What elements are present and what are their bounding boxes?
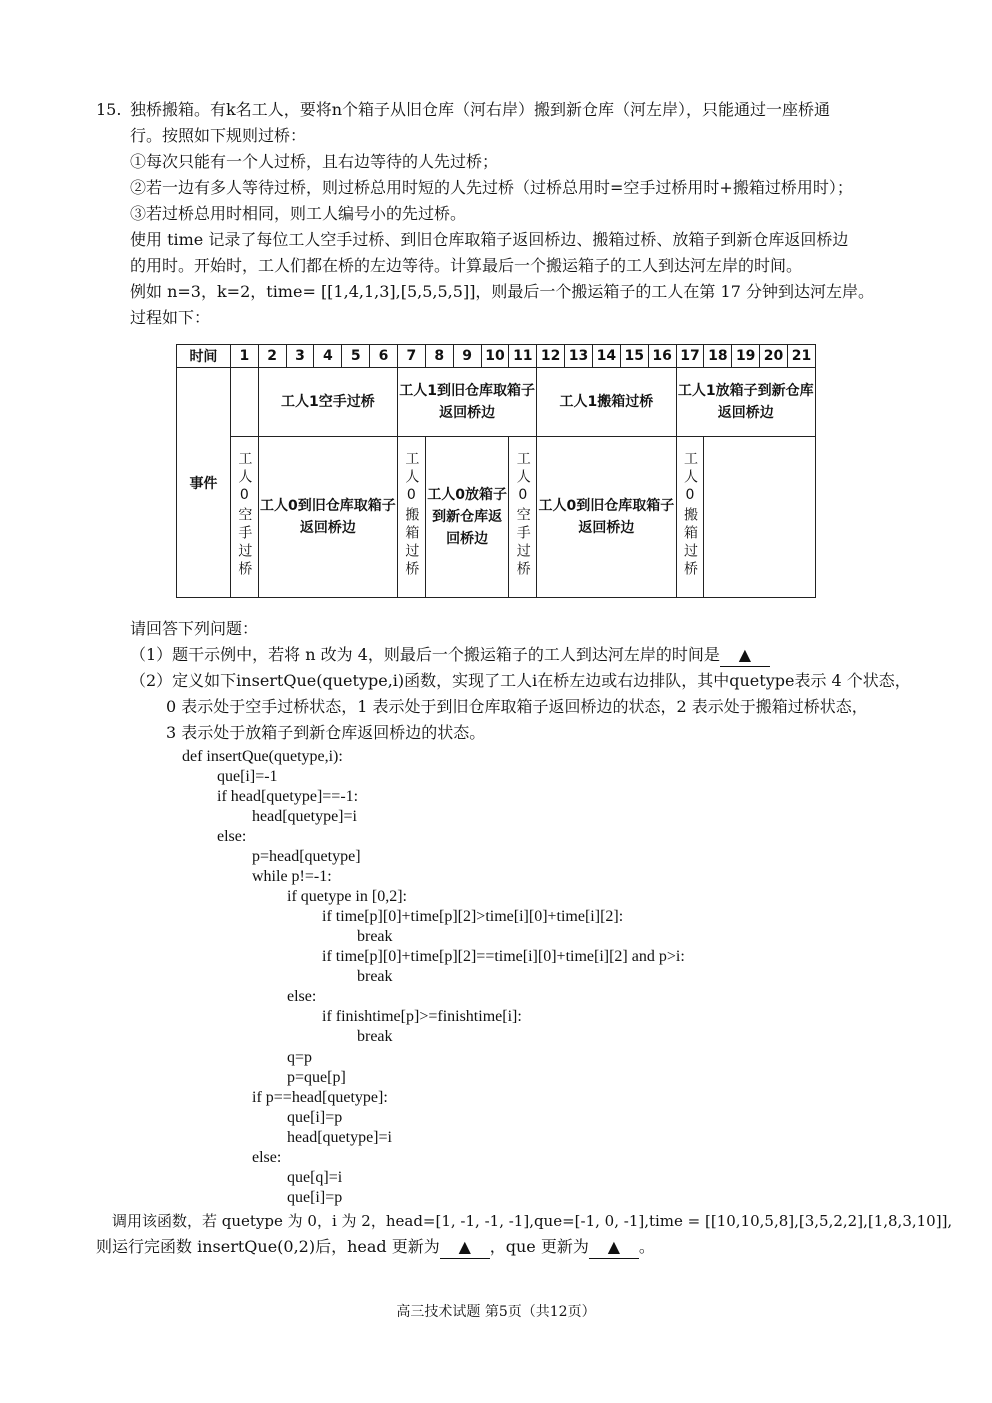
- w0-fetch-box-1: 工人0到旧仓库取箱子返回桥边: [258, 437, 397, 598]
- time-cell: 3: [286, 345, 314, 368]
- sub-question-2-line-3: 3 表示处于放箱子到新仓库返回桥边的状态。: [166, 723, 486, 742]
- empty-cell: [230, 368, 258, 437]
- event-label: 事件: [177, 368, 231, 598]
- code-line: while p!=-1:: [252, 868, 332, 885]
- question-line-2: 行。按照如下规则过桥：: [130, 126, 307, 145]
- time-cell: 2: [258, 345, 286, 368]
- tail-line-1: 调用该函数，若 quetype 为 0，i 为 2，head=[1, -1, -1, -1],que=[-1, 0, -1],time = [[10,10,5,8],[3,5,2,2],[1,8,3,10]],: [112, 1212, 953, 1230]
- table-header-row: [177, 345, 816, 368]
- tail-line-2-a: 则运行完函数 insertQue(0,2)后，head 更新为: [96, 1237, 440, 1256]
- time-cell: 16: [648, 345, 676, 368]
- rule-2: ②若一边有多人等待过桥，则过桥总用时短的人先过桥（过桥总用时=空手过桥用时+搬箱过桥用时）；: [130, 178, 853, 197]
- code-line: head[quetype]=i: [252, 808, 357, 825]
- code-line: que[i]=p: [287, 1189, 343, 1206]
- time-cell: 4: [314, 345, 342, 368]
- w1-carry-cross: 工人1搬箱过桥: [537, 368, 676, 437]
- code-line: que[q]=i: [287, 1169, 343, 1186]
- example-line: 例如 n=3，k=2，time= [[1,4,1,3],[5,5,5,5]]，则最后一个搬运箱子的工人在第 17 分钟到达河左岸。: [130, 282, 874, 301]
- time-cell: 21: [787, 345, 815, 368]
- w0-empty-cross-1: 工人0空手过桥: [230, 437, 258, 598]
- question-number: 15.: [96, 100, 122, 119]
- code-line: head[quetype]=i: [287, 1129, 392, 1146]
- answer-blank-que[interactable]: ▲: [589, 1236, 639, 1259]
- code-line: if finishtime[p]>=finishtime[i]:: [322, 1008, 522, 1025]
- code-line: if time[p][0]+time[p][2]==time[i][0]+time[i][2] and p>i:: [322, 948, 685, 965]
- code-line: que[i]=-1: [217, 768, 278, 785]
- empty-cell: [704, 437, 816, 598]
- time-cell: 1: [230, 345, 258, 368]
- w0-fetch-box-2: 工人0到旧仓库取箱子返回桥边: [537, 437, 676, 598]
- time-cell: 13: [565, 345, 593, 368]
- time-cell: 15: [620, 345, 648, 368]
- time-cell: 20: [760, 345, 788, 368]
- worker1-row: [177, 368, 816, 437]
- code-line: que[i]=p: [287, 1109, 343, 1126]
- question-line-1: 独桥搬箱。有k名工人，要将n个箱子从旧仓库（河右岸）搬到新仓库（河左岸），只能通过一座桥通: [130, 100, 831, 119]
- process-label: 过程如下：: [130, 308, 211, 327]
- w0-empty-cross-2: 工人0空手过桥: [509, 437, 537, 598]
- w0-drop-box: 工人0放箱子到新仓库返回桥边: [425, 437, 509, 598]
- tail-line-2-c: 。: [638, 1237, 655, 1256]
- time-cell: 18: [704, 345, 732, 368]
- rule-1: ①每次只能有一个人过桥，且右边等待的人先过桥；: [130, 152, 499, 171]
- code-line: if p==head[quetype]:: [252, 1089, 388, 1106]
- code-line: break: [357, 1028, 393, 1045]
- code-line: else:: [217, 828, 247, 845]
- code-line: break: [357, 928, 393, 945]
- code-line: else:: [252, 1149, 282, 1166]
- rule-3: ③若过桥总用时相同，则工人编号小的先过桥。: [130, 204, 467, 223]
- time-cell: 12: [537, 345, 565, 368]
- question-line-7: 的用时。开始时，工人们都在桥的左边等待。计算最后一个搬运箱子的工人到达河左岸的时间。: [130, 256, 803, 275]
- w1-empty-cross: 工人1空手过桥: [258, 368, 397, 437]
- time-cell: 7: [397, 345, 425, 368]
- code-line: else:: [287, 988, 317, 1005]
- code-line: def insertQue(quetype,i):: [182, 748, 343, 765]
- time-cell: 19: [732, 345, 760, 368]
- code-line: p=que[p]: [287, 1069, 346, 1086]
- time-cell: 10: [481, 345, 509, 368]
- time-cell: 14: [592, 345, 620, 368]
- sub-question-1-text: （1）题干示例中，若将 n 改为 4，则最后一个搬运箱子的工人到达河左岸的时间是: [130, 645, 720, 664]
- tail-line-2-b: ，que 更新为: [489, 1237, 589, 1256]
- time-cell: 11: [509, 345, 537, 368]
- w0-carry-cross-1: 工人0搬箱过桥: [397, 437, 425, 598]
- code-line: q=p: [287, 1049, 313, 1066]
- question-line-6: 使用 time 记录了每位工人空手过桥、到旧仓库取箱子返回桥边、搬箱过桥、放箱子到新仓库返回桥边: [130, 230, 849, 249]
- w1-fetch-box: 工人1到旧仓库取箱子返回桥边: [397, 368, 536, 437]
- sub-question-1: [130, 644, 770, 667]
- sub-question-2-line-2: 0 表示处于空手过桥状态，1 表示处于到旧仓库取箱子返回桥边的状态，2 表示处于搬箱过桥状态，: [166, 697, 868, 716]
- code-line: break: [357, 968, 393, 985]
- time-cell: 9: [453, 345, 481, 368]
- tail-line-2: [96, 1236, 655, 1259]
- answer-blank-head[interactable]: ▲: [440, 1236, 490, 1259]
- time-cell: 5: [342, 345, 370, 368]
- timeline-table: [176, 344, 816, 598]
- answer-blank-1[interactable]: ▲: [720, 644, 770, 667]
- worker0-row: [177, 437, 816, 598]
- page-footer: 高三技术试题 第5页（共12页）: [396, 1304, 596, 1320]
- code-line: if time[p][0]+time[p][2]>time[i][0]+time[i][2]:: [322, 908, 624, 925]
- w0-carry-cross-2: 工人0搬箱过桥: [676, 437, 704, 598]
- code-line: if head[quetype]==-1:: [217, 788, 359, 805]
- time-cell: 8: [425, 345, 453, 368]
- w1-drop-box: 工人1放箱子到新仓库返回桥边: [676, 368, 815, 437]
- answer-prompt: 请回答下列问题：: [130, 619, 259, 638]
- time-header: 时间: [177, 345, 231, 368]
- code-line: p=head[quetype]: [252, 848, 361, 865]
- time-cell: 6: [370, 345, 398, 368]
- sub-question-2-line-1: （2）定义如下insertQue(quetype,i)函数，实现了工人i在桥左边或右边排队，其中quetype表示 4 个状态，: [130, 671, 911, 690]
- code-line: if quetype in [0,2]:: [287, 888, 407, 905]
- time-cell: 17: [676, 345, 704, 368]
